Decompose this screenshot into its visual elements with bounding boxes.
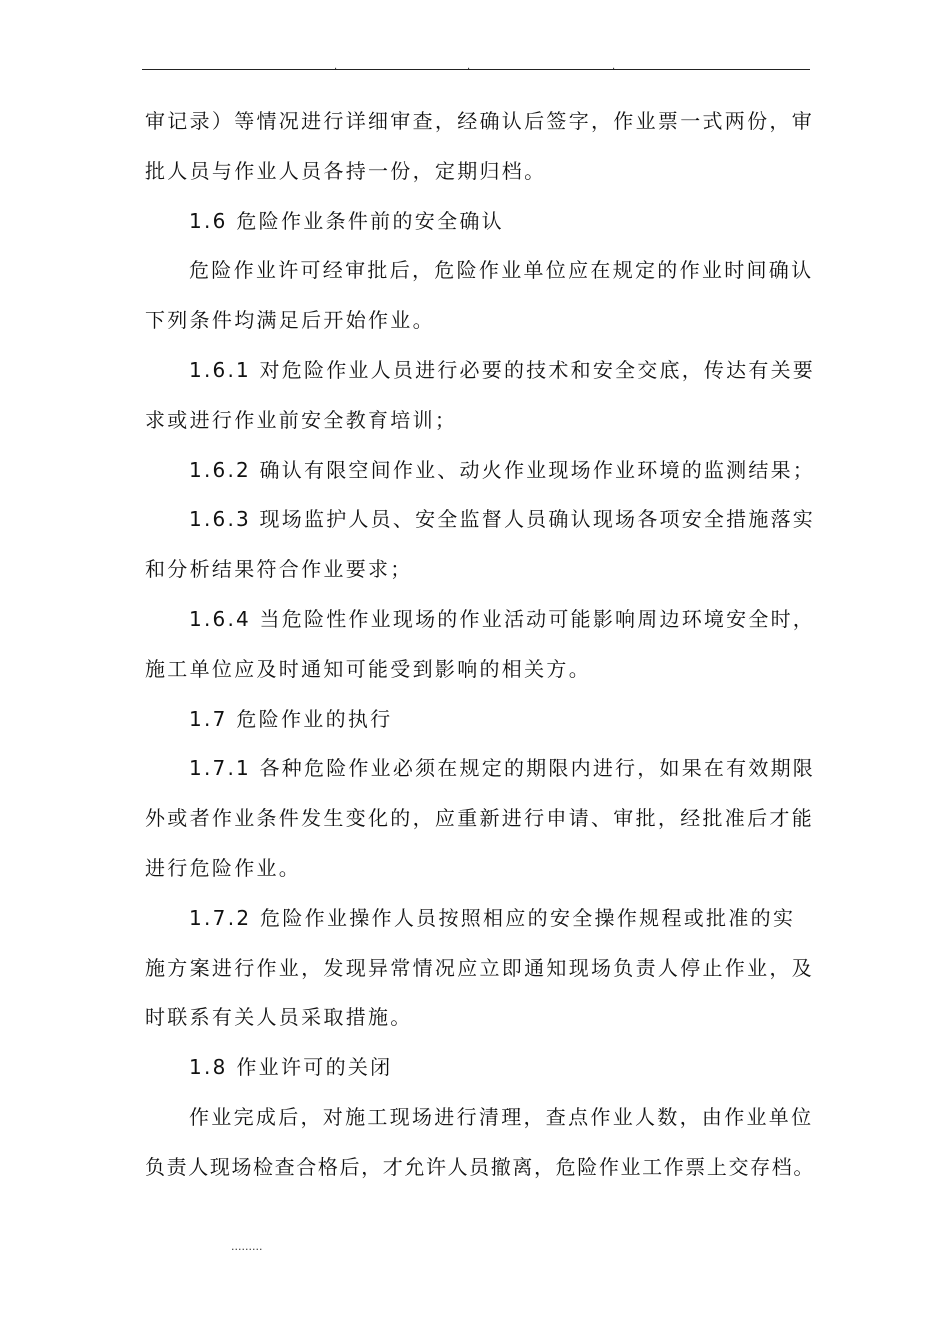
paragraph-line: 施方案进行作业，发现异常情况应立即通知现场负责人停止作业，及 — [145, 955, 814, 980]
paragraph-line: 外或者作业条件发生变化的，应重新进行申请、审批，经批准后才能 — [145, 806, 814, 831]
paragraph-line: 作业完成后，对施工现场进行清理，查点作业人数，由作业单位 — [189, 1104, 814, 1129]
paragraph-line: 危险作业许可经审批后，危险作业单位应在规定的作业时间确认 — [189, 258, 814, 283]
paragraph-line: 下列条件均满足后开始作业。 — [145, 308, 435, 333]
paragraph-line: 1.6.3 现场监护人员、安全监督人员确认现场各项安全措施落实 — [189, 507, 815, 532]
paragraph-line: 负责人现场检查合格后，才允许人员撤离，危险作业工作票上交存档。 — [145, 1154, 815, 1179]
header-rule — [142, 69, 810, 70]
paragraph-line: 审记录）等情况进行详细审查，经确认后签字，作业票一式两份，审 — [145, 109, 814, 133]
paragraph-line: 1.7.2 危险作业操作人员按照相应的安全操作规程或批准的实 — [189, 905, 796, 930]
paragraph-line: 1.7.1 各种危险作业必须在规定的期限内进行，如果在有效期限 — [189, 756, 815, 781]
paragraph-line: 求或进行作业前安全教育培训； — [145, 407, 458, 432]
paragraph-line: 和分析结果符合作业要求； — [145, 557, 413, 582]
header-dot: . — [467, 61, 471, 72]
section-heading: 1.8 作业许可的关闭 — [189, 1055, 393, 1080]
paragraph-line: 施工单位应及时通知可能受到影响的相关方。 — [145, 656, 591, 681]
paragraph-line: 1.6.2 确认有限空间作业、动火作业现场作业环境的监测结果； — [189, 457, 815, 482]
paragraph-line: 批人员与作业人员各持一份，定期归档。 — [145, 158, 547, 183]
header-dot: . — [612, 61, 616, 72]
section-heading: 1.6 危险作业条件前的安全确认 — [189, 208, 504, 233]
paragraph-line: 时联系有关人员采取措施。 — [145, 1005, 413, 1030]
paragraph-line: 进行危险作业。 — [145, 855, 302, 880]
paragraph-line: 1.6.4 当危险性作业现场的作业活动可能影响周边环境安全时， — [189, 606, 815, 631]
document-body — [145, 97, 815, 1193]
paragraph-line: 1.6.1 对危险作业人员进行必要的技术和安全交底，传达有关要 — [189, 357, 815, 382]
section-heading: 1.7 危险作业的执行 — [189, 706, 393, 731]
footer-mark: ......... — [231, 1240, 263, 1253]
header-dot: . — [334, 61, 338, 72]
